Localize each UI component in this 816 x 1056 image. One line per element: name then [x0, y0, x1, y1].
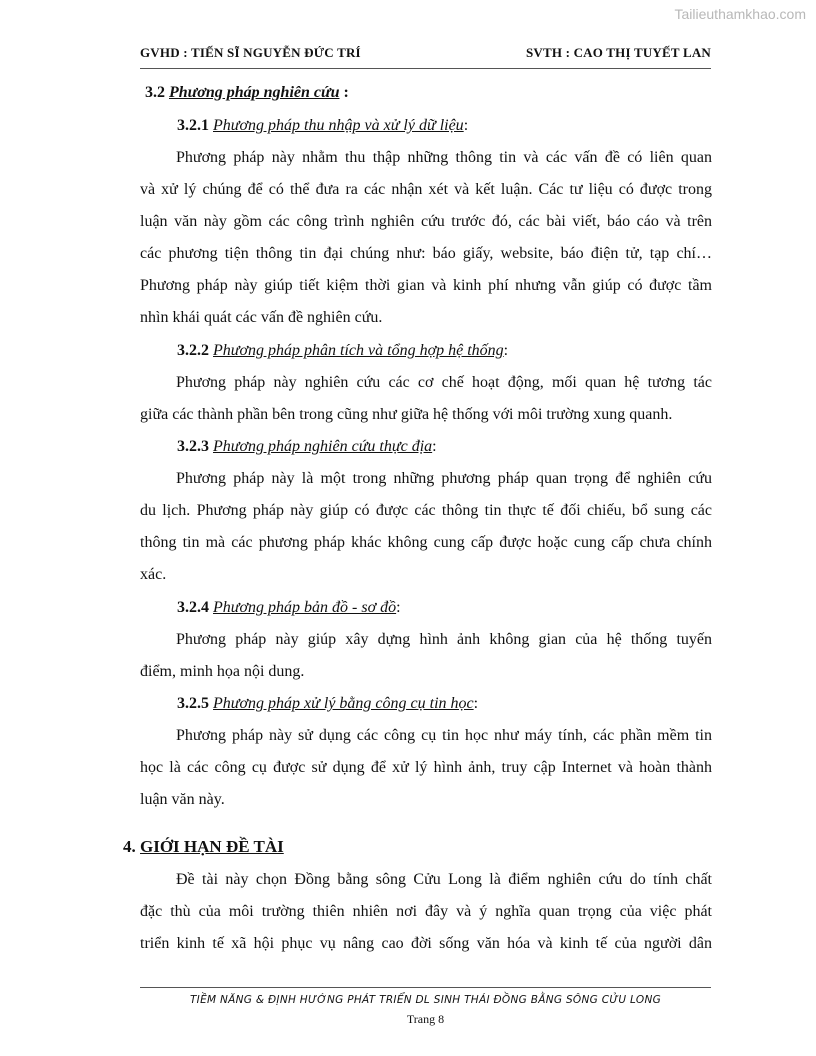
- page-header: [140, 45, 711, 61]
- header-divider: [140, 68, 711, 69]
- paragraph-line: Phương pháp này nhằm thu thập những thông tin và các vấn đề có liên quan: [176, 149, 712, 166]
- watermark: Tailieuthamkhao.com: [674, 6, 806, 22]
- paragraph-line: luận văn này gồm các công trình nghiên cứu trước đó, các bài viết, báo cáo và trên: [140, 213, 712, 230]
- section-4-heading: 4. GIỚI HẠN ĐỀ TÀI: [123, 837, 284, 856]
- paragraph-line: du lịch. Phương pháp này giúp có được các thông tin thực tế đối chiếu, bổ sung các: [140, 502, 712, 519]
- paragraph-line: Phương pháp này nghiên cứu các cơ chế hoạt động, mối quan hệ tương tác: [176, 374, 712, 391]
- paragraph-line: Phương pháp này sử dụng các công cụ tin học như máy tính, các phần mềm tin: [176, 727, 712, 744]
- paragraph-line: Đề tài này chọn Đồng bằng sông Cửu Long là điểm nghiên cứu do tính chất: [176, 871, 712, 888]
- paragraph-line: các phương tiện thông tin đại chúng như: báo giấy, website, báo điện tử, tạp chí…: [140, 245, 712, 262]
- paragraph-line: học là các công cụ được sử dụng để xử lý hình ảnh, truy cập Internet và hoàn thành: [140, 759, 712, 776]
- section-3-2-3-heading: 3.2.3 Phương pháp nghiên cứu thực địa:: [177, 438, 437, 455]
- header-supervisor: GVHD : TIẾN SĨ NGUYỄN ĐỨC TRÍ: [140, 45, 361, 60]
- paragraph-line: triển kinh tế xã hội phục vụ nâng cao đời sống văn hóa và kinh tế của người dân: [140, 935, 712, 952]
- header-student: SVTH : CAO THỊ TUYẾT LAN: [525, 45, 711, 60]
- paragraph-line: Phương pháp này giúp xây dựng hình ảnh không gian của hệ thống tuyến: [176, 631, 712, 648]
- section-3-2-5-heading: 3.2.5 Phương pháp xử lý bằng công cụ tin học:: [177, 695, 479, 712]
- paragraph-line: và xử lý chúng để có thể đưa ra các nhận xét và kết luận. Các tư liệu có được trong: [140, 181, 712, 198]
- paragraph-line: điểm, minh họa nội dung.: [140, 663, 305, 680]
- section-3-2-heading: 3.2 Phương pháp nghiên cứu :: [145, 84, 349, 101]
- paragraph-line: nhìn khái quát các vấn đề nghiên cứu.: [140, 309, 383, 326]
- section-3-2-4-heading: 3.2.4 Phương pháp bản đồ - sơ đồ:: [177, 599, 401, 616]
- paragraph-line: đặc thù của môi trường thiên nhiên nơi đây và ý nghĩa quan trọng của việc phát: [140, 903, 712, 920]
- section-3-2-1-heading: 3.2.1 Phương pháp thu nhập và xử lý dữ liệu:: [177, 117, 469, 134]
- paragraph-line: Phương pháp này là một trong những phương pháp quan trọng để nghiên cứu: [176, 470, 712, 487]
- paragraph-line: luận văn này.: [140, 791, 225, 808]
- page-number: Trang 8: [406, 1012, 445, 1026]
- paragraph-line: xác.: [140, 566, 167, 583]
- footer-divider: [140, 987, 711, 988]
- footer-title: TIỀM NĂNG & ĐỊNH HƯỚNG PHÁT TRIỂN DL SINH THÁI ĐỒNG BẰNG SÔNG CỬU LONG: [189, 994, 662, 1006]
- paragraph-line: Phương pháp này giúp tiết kiệm thời gian và kinh phí nhưng vẫn giúp có được tầm: [140, 277, 712, 294]
- paragraph-line: thông tin mà các phương pháp khác không cung cấp được hoặc cung cấp chưa chính: [140, 534, 712, 551]
- paragraph-line: giữa các thành phần bên trong cũng như giữa hệ thống với môi trường xung quanh.: [140, 406, 673, 423]
- section-3-2-2-heading: 3.2.2 Phương pháp phân tích và tổng hợp hệ thống:: [177, 342, 509, 359]
